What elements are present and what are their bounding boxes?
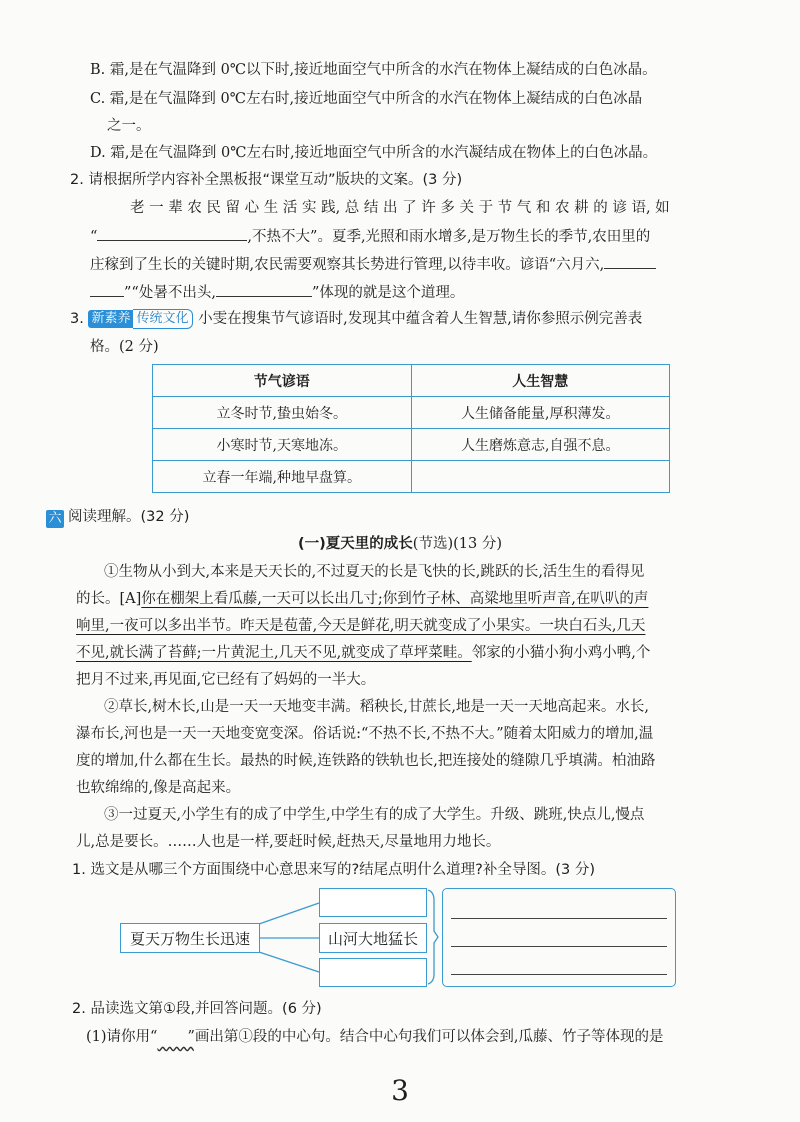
section-number-badge: 六	[46, 510, 64, 528]
article-line: 也软绵绵的,像是高起来。	[76, 780, 241, 796]
reading-question-2-sub-1	[86, 1027, 663, 1047]
q2-quote-open: “	[90, 229, 98, 245]
wavy-underline-mark	[157, 1027, 187, 1047]
table-cell: 立冬时节,蛰虫始冬。	[153, 397, 412, 429]
option-b: B. 霜,是在气温降到 0℃以下时,接近地面空气中所含的水汽在物体上凝结成的白色冰晶。	[90, 62, 657, 78]
page-number: 3	[391, 1074, 409, 1107]
q2-line2-text: ,不热不大”。夏季,光照和雨水增多,是万物生长的季节,农田里的	[247, 229, 651, 245]
answer-line[interactable]	[451, 974, 667, 975]
answer-line[interactable]	[451, 946, 667, 947]
reading-question-2-title: 2. 品读选文第①段,并回答问题。(6 分)	[72, 1001, 322, 1017]
article-title-text: (一)夏天里的成长	[298, 536, 413, 552]
article-line: 度的增加,什么都在生长。最热的时候,连铁路的铁轨也长,把连接处的缝隙几乎填满。柏油路	[76, 753, 656, 769]
section-6-title: 阅读理解。(32 分)	[68, 509, 190, 525]
tag-new-literacy: 新素养	[88, 310, 133, 328]
table-cell: 立春一年端,种地早盘算。	[153, 461, 412, 493]
question-2-title: 2. 请根据所学内容补全黑板报“课堂互动”版块的文案。(3 分)	[70, 172, 463, 188]
q3-text-continued: 格。(2 分)	[90, 339, 159, 355]
q2-line3-text: 庄稼到了生长的关键时期,农民需要观察其长势进行管理,以待丰收。谚语“六月六,	[90, 257, 605, 273]
table-header-proverb: 节气谚语	[153, 365, 412, 397]
article-line: 瀑布长,河也是一天一天地变宽变深。俗话说:“不热不长,不热不大。”随着太阳威力的增加,温	[76, 726, 654, 742]
article-underlined-line: 响里,一夜可以多出半节。昨天是苞蕾,今天是鲜花,明天就变成了小果实。一块白石头,几天	[76, 618, 646, 634]
article-line: ③一过夏天,小学生有的成了中学生,中学生有的成了大学生。升级、跳班,快点儿,慢点	[104, 807, 645, 823]
q2-paragraph-line-1: 老 一 辈 农 民 留 心 生 活 实 践, 总 结 出 了 许 多 关 于 节 气 和 农 耕 的 谚 语, 如	[130, 200, 670, 216]
mind-map-center-node: 夏天万物生长迅速	[120, 923, 260, 953]
reading-question-1-title: 1. 选文是从哪三个方面围绕中心意思来写的?结尾点明什么道理?补全导图。(3 分)	[72, 862, 595, 878]
article-underlined-text: 你在棚架上看瓜藤,一天可以长出几寸;你到竹子林、高粱地里听声音,在叭叭的声	[141, 591, 649, 607]
option-d: D. 霜,是在气温降到 0℃左右时,接近地面空气中所含的水汽凝结成在物体上的白色冰晶。	[90, 145, 658, 161]
option-c-continued: 之一。	[107, 118, 151, 134]
mind-map-branch-2: 山河大地猛长	[319, 923, 427, 953]
article-text: 邻家的小猫小狗小鸡小鸭,个	[471, 645, 651, 661]
article-underlined-text: 不见,就长满了苔藓;一片黄泥土,几天不见,就变成了草坪菜畦。	[76, 645, 472, 661]
mind-map-conclusion-box[interactable]	[442, 888, 676, 987]
article-line: 儿,总是要长。……人也是一样,要赶时候,赶热天,尽量地用力地长。	[76, 834, 501, 850]
sub1-text-a: (1)请你用“	[86, 1029, 158, 1045]
q2-line4-text-a: ”“处暑不出头,	[124, 285, 216, 301]
article-line: ①生物从小到大,本来是天天长的,不过夏天的长是飞快的长,跳跃的长,活生生的看得见	[104, 564, 645, 580]
connector-line-top	[259, 903, 319, 924]
tag-traditional-culture: 传统文化	[133, 309, 193, 329]
answer-line[interactable]	[451, 918, 667, 919]
brace-icon	[428, 890, 438, 984]
connector-line-bottom	[259, 952, 319, 972]
table-header-wisdom: 人生智慧	[411, 365, 670, 397]
q2-line4-text-b: ”体现的就是这个道理。	[311, 285, 465, 301]
article-title-note: (节选)	[412, 536, 454, 552]
article-text: 的长。[A]	[76, 591, 142, 607]
table-cell: 人生磨炼意志,自强不息。	[411, 429, 670, 461]
article-line: 把月不过来,再见面,它已经有了妈妈的一半大。	[76, 672, 376, 688]
mind-map-branch-answer-3[interactable]	[319, 958, 427, 987]
q3-text: 小雯在搜集节气谚语时,发现其中蕴含着人生智慧,请你参照示例完善表	[193, 311, 643, 327]
mind-map-branch-answer-1[interactable]	[319, 888, 427, 917]
sub1-text-b: ”画出第①段的中心句。结合中心句我们可以体会到,瓜藤、竹子等体现的是	[187, 1029, 664, 1045]
table-cell: 小寒时节,天寒地冻。	[153, 429, 412, 461]
option-c: C. 霜,是在气温降到 0℃左右时,接近地面空气中所含的水汽在物体上凝结成的白色冰晶	[90, 91, 643, 107]
article-line: ②草长,树木长,山是一天一天地变丰满。稻秧长,甘蔗长,地是一天一天地高起来。水长,	[104, 699, 650, 715]
table-cell: 人生储备能量,厚积薄发。	[411, 397, 670, 429]
article-title-score: (13 分)	[453, 536, 502, 552]
q3-number: 3.	[70, 311, 84, 327]
